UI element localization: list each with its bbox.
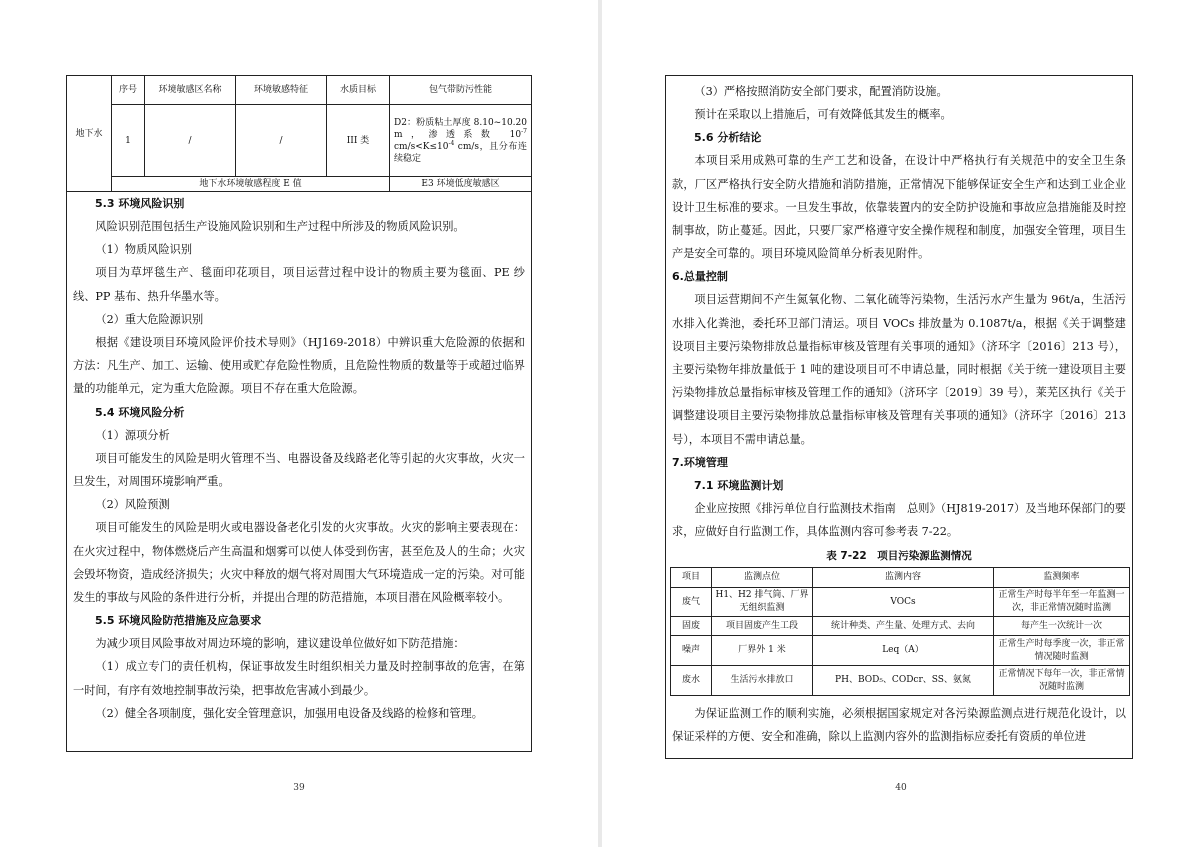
page-content-frame <box>66 75 532 752</box>
chapter-heading: 7.环境管理 <box>672 455 728 469</box>
table-cell: 正常生产时每季度一次，非正常情况随时监测 <box>994 636 1130 666</box>
table-cell: 噪声 <box>671 636 712 666</box>
section-heading: 5.6 分析结论 <box>694 131 762 145</box>
table-cell: H1、H2 排气筒、厂界无组织监测 <box>712 588 813 617</box>
performance-text: cm/s，且分布连续稳定 <box>394 141 527 164</box>
table-cell: 废气 <box>671 588 712 617</box>
paragraph: 项目可能发生的风险是明火管理不当、电器设备及线路老化等引起的火灾事故，火灾一旦发生，对周围环境影响严重。 <box>73 451 525 489</box>
table-header: 监测内容 <box>813 568 994 588</box>
page-number: 39 <box>293 783 305 793</box>
table-cell: / <box>236 105 327 177</box>
table-header: 环境敏感特征 <box>236 76 327 105</box>
table-cell: 1 <box>112 105 145 177</box>
category-cell: 地下水 <box>67 76 112 192</box>
table-header: 环境敏感区名称 <box>145 76 236 105</box>
table-row <box>671 588 1130 617</box>
table-cell: VOCs <box>813 588 994 617</box>
table-footer-cell: E3 环境低度敏感区 <box>390 177 532 192</box>
body-text <box>672 80 1126 543</box>
table-cell: 固废 <box>671 617 712 636</box>
exponent: -4 <box>448 139 455 147</box>
table-caption: 表 7-22 项目污染源监测情况 <box>826 550 972 563</box>
paragraph: （2）重大危险源识别 <box>95 312 204 326</box>
body-text <box>672 702 1126 748</box>
paragraph: （2）健全各项制度，强化安全管理意识，加强用电设备及线路的检修和管理。 <box>95 706 483 720</box>
table-cell: 废水 <box>671 666 712 696</box>
table-cell: 正常生产时每半年至一年监测一次，非正常情况随时监测 <box>994 588 1130 617</box>
table-header: 项目 <box>671 568 712 588</box>
table-header: 包气带防污性能 <box>390 76 532 105</box>
table-footer-cell: 地下水环境敏感程度 E 值 <box>112 177 390 192</box>
exponent: -7 <box>521 127 527 135</box>
monitoring-table <box>670 567 1130 696</box>
section-heading: 5.4 环境风险分析 <box>95 405 185 419</box>
paragraph: （1）源项分析 <box>95 428 170 442</box>
chapter-heading: 6.总量控制 <box>672 270 728 284</box>
table-header: 序号 <box>112 76 145 105</box>
table-cell-performance <box>390 105 532 177</box>
table-row <box>671 636 1130 666</box>
table-cell: / <box>145 105 236 177</box>
paragraph: 项目可能发生的风险是明火或电器设备老化引发的火灾事故。火灾的影响主要表现在：在火灾过程中，物体燃烧后产生高温和烟雾可以使人体受到伤害，甚至危及人的生命；火灾会毁坏物资，造成经济损失；火灾中释放的烟气将对周围大气环境造成一定的污染。对可能发生的事故与风险的条件进行分析，并提出合理的防范措施，本项目潜在风险概率较小。 <box>73 521 525 605</box>
paragraph: 项目运营期间不产生氮氧化物、二氧化硫等污染物，生活污水产生量为 96t/a，生活污水排入化粪池，委托环卫部门清运。项目 VOCs 排放量为 0.1087t/a，根据《关于调整建设项目主要污染物排放总量指标审核及管理有关事项的通知》（济环字〔2016〕213 号），主要污染物年排放量低于 1 吨的建设项目可不申请总量，同时根据《关于统一建设项目主要污染物排放总量指标审核及管理工作的通知》（济环字〔2019〕39 号），莱芜区执行《关于调整建设项目主要污染物排放总量指标审核及管理有关事项的通知》（济环字〔2016〕213 号），本项目不需申请总量。 <box>672 293 1126 446</box>
table-cell: 每产生一次统计一次 <box>994 617 1130 636</box>
section-heading: 5.3 环境风险识别 <box>95 197 185 210</box>
paragraph: 企业应按照《排污单位自行监测技术指南 总则》（HJ819-2017）及当地环保部门的要求，应做好自行监测工作，具体监测内容可参考表 7-22。 <box>672 501 1126 539</box>
table-cell: PH、BOD₅、CODcr、SS、氨氮 <box>813 666 994 696</box>
paragraph: 预计在采取以上措施后，可有效降低其发生的概率。 <box>694 108 952 122</box>
table-header: 监测点位 <box>712 568 813 588</box>
section-heading: 5.5 环境风险防范措施及应急要求 <box>95 614 262 628</box>
paragraph: 根据《建设项目环境风险评价技术导则》（HJ169-2018）中辨识重大危险源的依据和方法：凡生产、加工、运输、使用或贮存危险性物质，且危险性物质的数量等于或超过临界量的功能单元，定为重大危险源。项目不存在重大危险源。 <box>73 336 525 396</box>
table-row <box>671 617 1130 636</box>
table-cell: III 类 <box>327 105 390 177</box>
body-text <box>73 192 525 725</box>
sensitivity-table <box>67 76 531 192</box>
paragraph: （3）严格按照消防安全部门要求，配置消防设施。 <box>694 85 948 98</box>
table-cell: 正常情况下每年一次，非正常情况随时监测 <box>994 666 1130 696</box>
page-number: 40 <box>895 783 907 793</box>
performance-text: cm/s<K≤10 <box>394 141 449 152</box>
page-content-frame <box>665 75 1133 759</box>
performance-text: D2：粉质粘土厚度 8.10~10.20 m，渗透系数 10 <box>394 117 527 140</box>
paragraph: 风险识别范围包括生产设施风险识别和生产过程中所涉及的物质风险识别。 <box>95 220 465 233</box>
table-row <box>671 666 1130 696</box>
table-cell: Leq（A） <box>813 636 994 666</box>
table-cell: 统计种类、产生量、处理方式、去向 <box>813 617 994 636</box>
paragraph: 为减少项目风险事故对周边环境的影响，建议建设单位做好如下防范措施： <box>95 637 465 651</box>
paragraph: （2）风险预测 <box>95 498 170 512</box>
table-cell: 厂界外 1 米 <box>712 636 813 666</box>
document-page-left <box>0 0 598 847</box>
table-cell: 项目固废产生工段 <box>712 617 813 636</box>
paragraph: （1）成立专门的责任机构，保证事故发生时组织相关力量及时控制事故的危害，在第一时间，有序有效地控制事故污染，把事故危害减小到最少。 <box>73 660 525 697</box>
paragraph: 本项目采用成熟可靠的生产工艺和设备，在设计中严格执行有关规范中的安全卫生条款，厂区严格执行安全防火措施和消防措施，正常情况下能够保证安全生产和达到工业企业设计卫生标准的要求。一旦发生事故，依靠装置内的安全防护设施和事故应急措施能及时控制事故，防止蔓延。因此，只要厂家严格遵守安全操作规程和制度，加强安全管理，项目生产是安全可靠的。项目环境风险简单分析表见附件。 <box>672 154 1126 261</box>
paragraph: 为保证监测工作的顺利实施，必须根据国家规定对各污染源监测点进行规范化设计，以保证采样的方便、安全和准确，除以上监测内容外的监测指标应委托有资质的单位进 <box>672 707 1126 744</box>
table-header: 水质目标 <box>327 76 390 105</box>
section-heading: 7.1 环境监测计划 <box>694 478 784 492</box>
table-cell: 生活污水排放口 <box>712 666 813 696</box>
paragraph: 项目为草坪毯生产、毯面印花项目，项目运营过程中设计的物质主要为毯面、PE 纱线、PP 基布、热升华墨水等。 <box>73 266 525 303</box>
table-header: 监测频率 <box>994 568 1130 588</box>
document-page-right <box>602 0 1200 847</box>
paragraph: （1）物质风险识别 <box>95 243 193 257</box>
